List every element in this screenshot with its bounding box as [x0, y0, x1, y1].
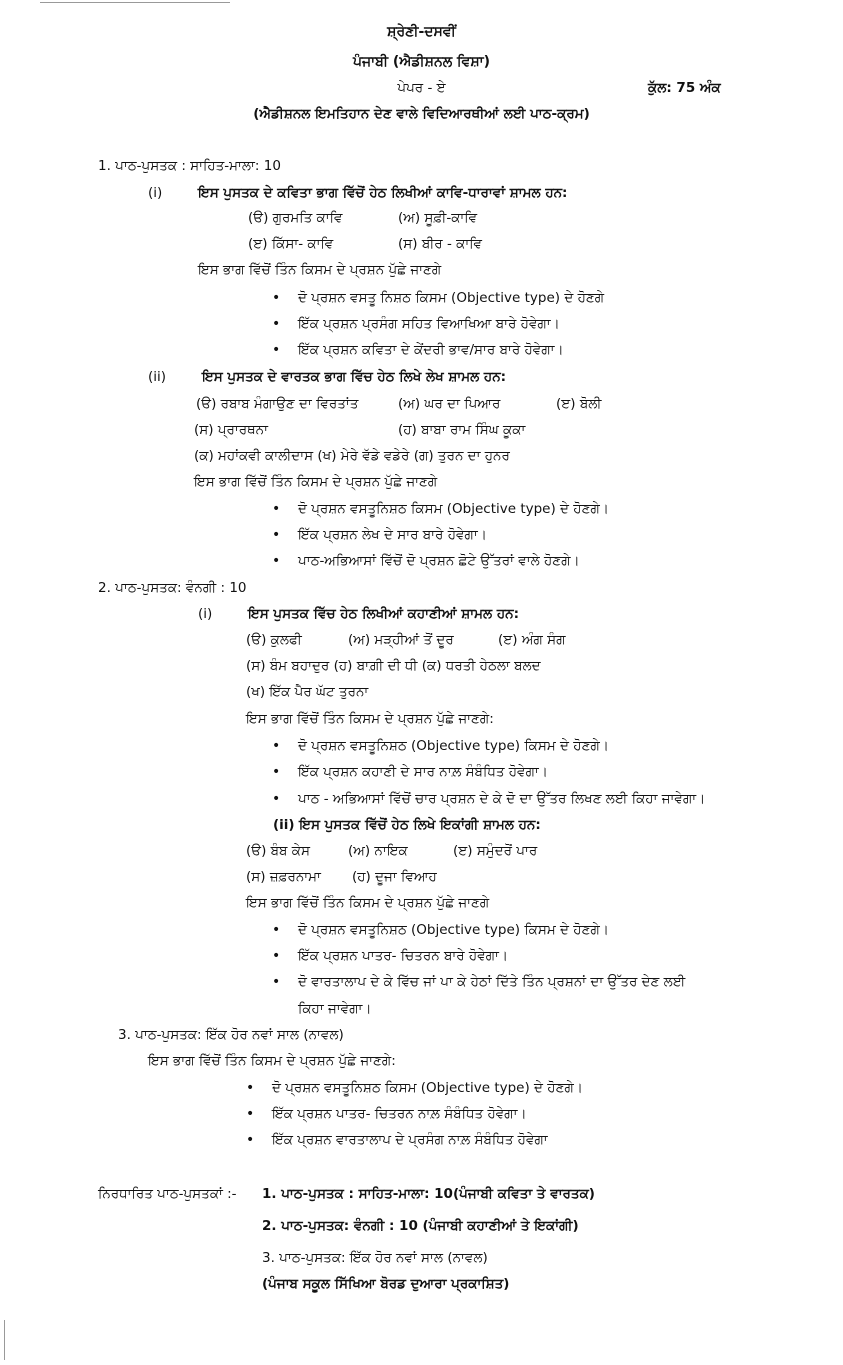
s2-i-bullet-3: • ਪਾਠ - ਅਭਿਆਸਾਂ ਵਿੱਚੋਂ ਚਾਰ ਪ੍ਰਸ਼ਨ ਦੇ ਕੇ ਦੋ ਦਾ ਉੱਤਰ ਲਿਖਣ ਲਈ ਕਿਹਾ ਜਾਵੇਗਾ।	[298, 791, 705, 807]
s1-ii-row1-c: (ੲ) ਬੋਲੀ	[556, 396, 602, 412]
s2-part-i-title: ਇਸ ਪੁਸਤਕ ਵਿੱਚ ਹੇਠ ਲਿਖੀਆਂ ਕਹਾਣੀਆਂ ਸ਼ਾਮਲ ਹਨ:	[248, 606, 519, 622]
s1-i-bullet-1: • ਦੋ ਪ੍ਰਸ਼ਨ ਵਸਤੂ ਨਿਸ਼ਠ ਕਿਸਮ (Objective type) ਦੇ ਹੋਣਗੇ	[298, 290, 604, 306]
prescribed-label: ਨਿਰਧਾਰਿਤ ਪਾਠ-ਪੁਸਤਕਾਂ :-	[98, 1186, 237, 1202]
s1-ii-bullet-1: • ਦੋ ਪ੍ਰਸ਼ਨ ਵਸਤੂਨਿਸ਼ਠ ਕਿਸਮ (Objective type) ਦੇ ਹੋਣਗੇ।	[298, 501, 609, 517]
s1-ii-questions-intro: ਇਸ ਭਾਗ ਵਿੱਚੋਂ ਤਿੰਨ ਕਿਸਮ ਦੇ ਪ੍ਰਸ਼ਨ ਪੁੱਛੇ ਜਾਣਗੇ	[194, 474, 438, 490]
section2-heading: 2. ਪਾਠ-ਪੁਸਤਕ: ਵੰਨਗੀ : 10	[98, 580, 247, 596]
prescribed-book-3: 3. ਪਾਠ-ਪੁਸਤਕ: ਇੱਕ ਹੋਰ ਨਵਾਂ ਸਾਲ (ਨਾਵਲ)	[262, 1250, 488, 1266]
s3-bullet-3: • ਇੱਕ ਪ੍ਰਸ਼ਨ ਵਾਰਤਾਲਾਪ ਦੇ ਪ੍ਰਸੰਗ ਨਾਲ਼ ਸੰਬੰਧਿਤ ਹੋਵੇਗਾ	[272, 1132, 548, 1148]
s1-i-bullet-2: • ਇੱਕ ਪ੍ਰਸ਼ਨ ਪ੍ਰਸੰਗ ਸਹਿਤ ਵਿਆਖਿਆ ਬਾਰੇ ਹੋਵੇਗਾ।	[298, 316, 560, 332]
s2-ii-row1-b: (ਅ) ਨਾਇਕ	[348, 843, 408, 859]
s2-ii-bullet-3: • ਦੋ ਵਾਰਤਾਲਾਪ ਦੇ ਕੇ ਵਿੱਚ ਜਾਂ ਪਾ ਕੇ ਹੇਠਾਂ ਦਿੱਤੇ ਤਿੰਨ ਪ੍ਰਸ਼ਨਾਂ ਦਾ ਉੱਤਰ ਦੇਣ ਲਈ	[298, 974, 685, 990]
s2-ii-bullet-2: • ਇੱਕ ਪ੍ਰਸ਼ਨ ਪਾਤਰ- ਚਿਤਰਨ ਬਾਰੇ ਹੋਵੇਗਾ।	[298, 948, 508, 964]
paper-label: ਪੇਪਰ - ਏ	[397, 80, 446, 96]
s2-i-row1-a: (ੳ) ਕੁਲਫੀ	[246, 632, 302, 648]
s2-part-ii-title: (ii) ਇਸ ਪੁਸਤਕ ਵਿੱਚੋਂ ਹੇਠ ਲਿਖੇ ਇਕਾਂਗੀ ਸ਼ਾਮਲ ਹਨ:	[273, 817, 541, 833]
s3-questions-intro: ਇਸ ਭਾਗ ਵਿੱਚੋਂ ਤਿੰਨ ਕਿਸਮ ਦੇ ਪ੍ਰਸ਼ਨ ਪੁੱਛੇ ਜਾਣਗੇ:	[148, 1053, 396, 1069]
s2-i-row1-b: (ਅ) ਮੜ੍ਹੀਆਂ ਤੋਂ ਦੂਰ	[348, 632, 454, 648]
subject-title: ਪੰਜਾਬੀ (ਐਡੀਸ਼ਨਲ ਵਿਸ਼ਾ)	[352, 54, 491, 70]
s1-part-i-title: ਇਸ ਪੁਸਤਕ ਦੇ ਕਵਿਤਾ ਭਾਗ ਵਿੱਚੋਂ ਹੇਠ ਲਿਖੀਆਂ ਕਾਵਿ-ਧਾਰਾਵਾਂ ਸ਼ਾਮਲ ਹਨ:	[198, 185, 568, 201]
s1-ii-row3: (ਕ) ਮਹਾਂਕਵੀ ਕਾਲੀਦਾਸ (ਖ) ਮੇਰੇ ਵੱਡੇ ਵਡੇਰੇ (ਗ) ਤੁਰਨ ਦਾ ਹੁਨਰ	[194, 448, 510, 464]
s2-i-row2: (ਸ) ਬੰਮ ਬਹਾਦੁਰ (ਹ) ਬਾਗ਼ੀ ਦੀ ਧੀ (ਕ) ਧਰਤੀ ਹੇਠਲਾ ਬਲਦ	[246, 658, 541, 674]
section3-heading: 3. ਪਾਠ-ਪੁਸਤਕ: ਇੱਕ ਹੋਰ ਨਵਾਂ ਸਾਲ (ਨਾਵਲ)	[118, 1027, 344, 1043]
s1-i-item-b: (ਅ) ਸੂਫ਼ੀ-ਕਾਵਿ	[398, 210, 478, 226]
s1-ii-bullet-3: • ਪਾਠ-ਅਭਿਆਸਾਂ ਵਿੱਚੋਂ ਦੋ ਪ੍ਰਸ਼ਨ ਛੋਟੇ ਉੱਤਰਾਂ ਵਾਲੇ ਹੋਣਗੇ।	[298, 553, 580, 569]
s1-ii-row1-b: (ਅ) ਘਰ ਦਾ ਪਿਆਰ	[398, 396, 501, 412]
s2-part-i-num: (i)	[198, 606, 213, 622]
s1-i-bullet-3: • ਇੱਕ ਪ੍ਰਸ਼ਨ ਕਵਿਤਾ ਦੇ ਕੇਂਦਰੀ ਭਾਵ/ਸਾਰ ਬਾਰੇ ਹੋਵੇਗਾ।	[298, 342, 564, 358]
s1-ii-row1-a: (ੳ) ਰਬਾਬ ਮੰਗਾਉਣ ਦਾ ਵਿਰਤਾਂਤ	[196, 396, 359, 412]
s1-ii-bullet-2: • ਇੱਕ ਪ੍ਰਸ਼ਨ ਲੇਖ ਦੇ ਸਾਰ ਬਾਰੇ ਹੋਵੇਗਾ।	[298, 527, 487, 543]
s1-part-i-num: (i)	[148, 185, 163, 201]
s2-ii-bullet-3-cont: ਕਿਹਾ ਜਾਵੇਗਾ।	[298, 1001, 372, 1017]
s2-ii-row2-b: (ਹ) ਦੂਜਾ ਵਿਆਹ	[352, 869, 437, 885]
s2-ii-row1-a: (ੳ) ਬੰਬ ਕੇਸ	[246, 843, 310, 859]
s1-ii-row2-b: (ਹ) ਬਾਬਾ ਰਾਮ ਸਿੰਘ ਕੂਕਾ	[398, 422, 526, 438]
section1-heading: 1. ਪਾਠ-ਪੁਸਤਕ : ਸਾਹਿਤ-ਮਾਲਾ: 10	[98, 158, 281, 174]
s1-i-item-c: (ੲ) ਕਿੱਸਾ- ਕਾਵਿ	[248, 236, 334, 252]
s2-i-row1-c: (ੲ) ਅੰਗ ਸੰਗ	[498, 632, 566, 648]
s1-i-item-d: (ਸ) ਬੀਰ - ਕਾਵਿ	[398, 236, 482, 252]
s1-part-ii-title: ਇਸ ਪੁਸਤਕ ਦੇ ਵਾਰਤਕ ਭਾਗ ਵਿੱਚ ਹੇਠ ਲਿਖੇ ਲੇਖ ਸ਼ਾਮਲ ਹਨ:	[202, 369, 507, 385]
s2-ii-row2-a: (ਸ) ਜ਼ਫ਼ਰਨਾਮਾ	[246, 869, 321, 885]
s1-i-item-a: (ੳ) ਗੁਰਮਤਿ ਕਾਵਿ	[248, 210, 343, 226]
s3-bullet-2: • ਇੱਕ ਪ੍ਰਸ਼ਨ ਪਾਤਰ- ਚਿਤਰਨ ਨਾਲ਼ ਸੰਬੰਧਿਤ ਹੋਵੇਗਾ।	[272, 1106, 527, 1122]
scan-edge-left	[4, 1320, 5, 1360]
prescribed-book-1: 1. ਪਾਠ-ਪੁਸਤਕ : ਸਾਹਿਤ-ਮਾਲਾ: 10(ਪੰਜਾਬੀ ਕਵਿਤਾ ਤੇ ਵਾਰਤਕ)	[262, 1186, 595, 1202]
prescribed-book-2: 2. ਪਾਠ-ਪੁਸਤਕ: ਵੰਨਗੀ : 10 (ਪੰਜਾਬੀ ਕਹਾਣੀਆਂ ਤੇ ਇਕਾਂਗੀ)	[262, 1218, 579, 1234]
syllabus-note: (ਐਡੀਸ਼ਨਲ ਇਮਤਿਹਾਨ ਦੇਣ ਵਾਲੇ ਵਿਦਿਆਰਥੀਆਂ ਲਈ ਪਾਠ-ਕ੍ਰਮ)	[253, 106, 590, 122]
class-title: ਸ਼੍ਰੇਣੀ-ਦਸਵੀਂ	[387, 24, 456, 40]
s2-i-bullet-2: • ਇੱਕ ਪ੍ਰਸ਼ਨ ਕਹਾਣੀ ਦੇ ਸਾਰ ਨਾਲ਼ ਸੰਬੰਧਿਤ ਹੋਵੇਗਾ।	[298, 764, 548, 780]
s2-ii-questions-intro: ਇਸ ਭਾਗ ਵਿੱਚੋਂ ਤਿੰਨ ਕਿਸਮ ਦੇ ਪ੍ਰਸ਼ਨ ਪੁੱਛੇ ਜਾਣਗੇ	[246, 895, 490, 911]
s2-ii-bullet-1: • ਦੋ ਪ੍ਰਸ਼ਨ ਵਸਤੂਨਿਸ਼ਠ (Objective type) ਕਿਸਮ ਦੇ ਹੋਣਗੇ।	[298, 922, 609, 938]
s1-i-questions-intro: ਇਸ ਭਾਗ ਵਿੱਚੋਂ ਤਿੰਨ ਕਿਸਮ ਦੇ ਪ੍ਰਸ਼ਨ ਪੁੱਛੇ ਜਾਣਗੇ	[198, 262, 442, 278]
total-marks: ਕੁੱਲ: 75 ਅੰਕ	[648, 80, 721, 96]
s1-ii-row2-a: (ਸ) ਪ੍ਰਾਰਥਨਾ	[194, 422, 268, 438]
s2-ii-row1-c: (ੲ) ਸਮੁੰਦਰੋਂ ਪਾਰ	[453, 843, 538, 859]
s1-part-ii-num: (ii)	[148, 369, 167, 385]
s2-i-questions-intro: ਇਸ ਭਾਗ ਵਿੱਚੋਂ ਤਿੰਨ ਕਿਸਮ ਦੇ ਪ੍ਰਸ਼ਨ ਪੁੱਛੇ ਜਾਣਗੇ:	[246, 711, 494, 727]
scan-edge-top	[40, 2, 230, 3]
s2-i-bullet-1: • ਦੋ ਪ੍ਰਸ਼ਨ ਵਸਤੂਨਿਸ਼ਠ (Objective type) ਕਿਸਮ ਦੇ ਹੋਣਗੇ।	[298, 738, 609, 754]
publisher-note: (ਪੰਜਾਬ ਸਕੂਲ ਸਿੱਖਿਆ ਬੋਰਡ ਦੁਆਰਾ ਪ੍ਰਕਾਸ਼ਿਤ)	[262, 1276, 510, 1292]
s2-i-row3: (ਖ) ਇੱਕ ਪੈਰ ਘੱਟ ਤੁਰਨਾ	[246, 684, 369, 700]
s3-bullet-1: • ਦੋ ਪ੍ਰਸ਼ਨ ਵਸਤੂਨਿਸ਼ਠ ਕਿਸਮ (Objective type) ਦੇ ਹੋਣਗੇ।	[272, 1080, 583, 1096]
